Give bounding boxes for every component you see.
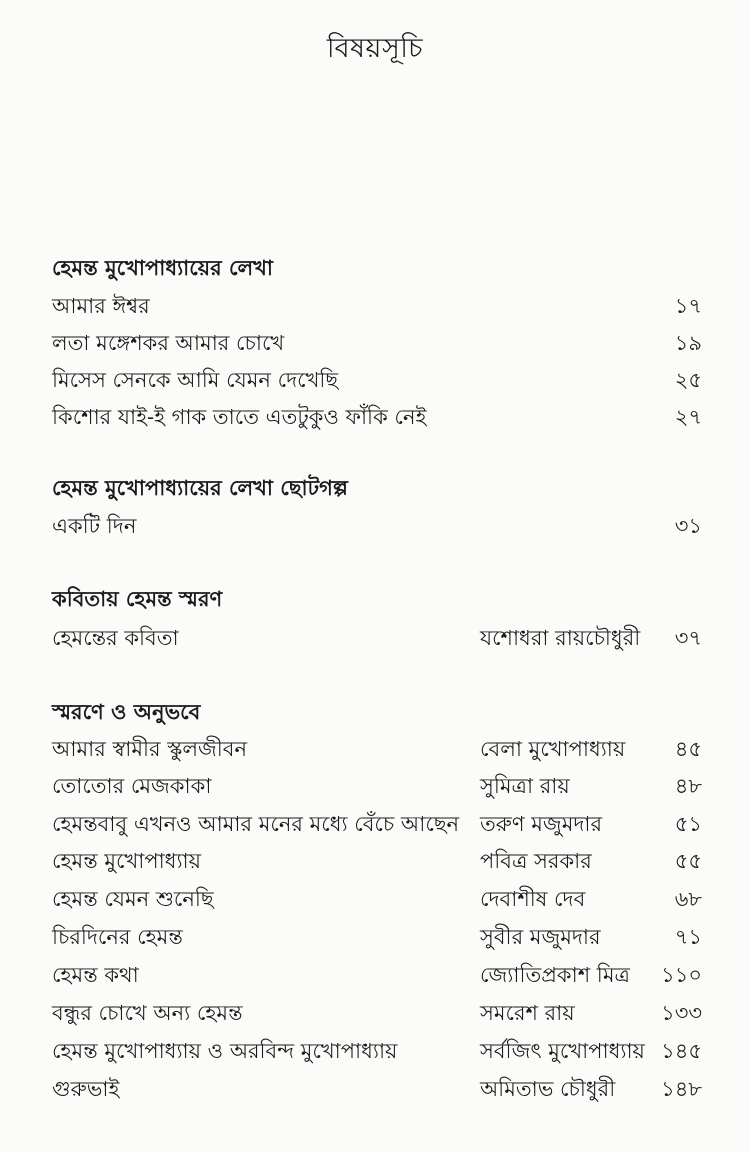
entry-page-number: ৩৭	[674, 626, 702, 650]
entry-author: সর্বজিৎ মুখোপাধ্যায়	[480, 1039, 645, 1063]
toc-entry	[52, 959, 702, 995]
entry-author: বেলা মুখোপাধ্যায়	[480, 737, 626, 761]
toc-entry	[52, 733, 702, 769]
entry-title: আমার ঈশ্বর	[52, 294, 150, 318]
entry-page-number: ১৭	[674, 294, 702, 318]
entry-author: পবিত্র সরকার	[480, 849, 592, 873]
entry-title: হেমন্তের কবিতা	[52, 626, 179, 650]
section-heading: হেমন্ত মুখোপাধ্যায়ের লেখা	[52, 255, 273, 280]
entry-title: আমার স্বামীর স্কুলজীবন	[52, 737, 248, 761]
entry-title: হেমন্ত মুখোপাধ্যায় ও অরবিন্দ মুখোপাধ্যায়	[52, 1039, 398, 1063]
toc-entry	[52, 290, 702, 326]
entry-page-number: ২৭	[674, 405, 702, 429]
toc-entry	[52, 622, 702, 658]
toc-entry	[52, 510, 702, 546]
section-heading: হেমন্ত মুখোপাধ্যায়ের লেখা ছোটগল্প	[52, 475, 348, 500]
entry-title: মিসেস সেনকে আমি যেমন দেখেছি	[52, 368, 339, 392]
entry-author: তরুণ মজুমদার	[480, 812, 603, 836]
entry-page-number: ৪৮	[674, 774, 702, 798]
entry-page-number: ৭১	[674, 925, 702, 949]
entry-author: জ্যোতিপ্রকাশ মিত্র	[480, 963, 630, 987]
entry-author: সুমিত্রা রায়	[480, 774, 570, 798]
entry-title: হেমন্ত কথা	[52, 963, 139, 987]
entry-author: দেবাশীষ দেব	[480, 887, 586, 911]
entry-title: হেমন্ত মুখোপাধ্যায়	[52, 849, 202, 873]
entry-title: হেমন্তবাবু এখনও আমার মনের মধ্যে বেঁচে আছেন	[52, 812, 460, 836]
entry-title: বন্ধুর চোখে অন্য হেমন্ত	[52, 1001, 243, 1025]
entry-author: যশোধরা রায়চৌধুরী	[480, 626, 641, 650]
toc-entry	[52, 364, 702, 400]
entry-page-number: ১৪৮	[661, 1077, 702, 1101]
entry-page-number: ১১০	[661, 963, 702, 987]
entry-title: কিশোর যাই-ই গাক তাতে এতটুকুও ফাঁকি নেই	[52, 405, 427, 429]
entry-author: সমরেশ রায়	[480, 1001, 575, 1025]
entry-title: একটি দিন	[52, 514, 137, 538]
toc-entry	[52, 401, 702, 437]
entry-title: তোতোর মেজকাকা	[52, 774, 212, 798]
toc-entry	[52, 1073, 702, 1109]
entry-page-number: ৬৮	[674, 887, 702, 911]
toc-entry	[52, 808, 702, 844]
entry-page-number: ২৫	[674, 368, 702, 392]
entry-title: লতা মঙ্গেশকর আমার চোখে	[52, 331, 285, 355]
entry-page-number: ৩১	[674, 514, 702, 538]
entry-author: সুবীর মজুমদার	[480, 925, 601, 949]
entry-title: হেমন্ত যেমন শুনেছি	[52, 887, 214, 911]
section-heading: স্মরণে ও অনুভবে	[52, 699, 201, 724]
entry-title: গুরুভাই	[52, 1077, 120, 1101]
entry-page-number: ১৯	[674, 331, 702, 355]
toc-entry	[52, 1035, 702, 1071]
toc-entry	[52, 883, 702, 919]
entry-page-number: ১৪৫	[661, 1039, 702, 1063]
toc-entry	[52, 845, 702, 881]
entry-page-number: ৫৫	[674, 849, 702, 873]
section-heading: কবিতায় হেমন্ত স্মরণ	[52, 586, 223, 611]
toc-entry	[52, 921, 702, 957]
toc-entry	[52, 997, 702, 1033]
entry-author: অমিতাভ চৌধুরী	[480, 1077, 616, 1101]
entry-title: চিরদিনের হেমন্ত	[52, 925, 183, 949]
entry-page-number: ১৩৩	[661, 1001, 702, 1025]
entry-page-number: ৫১	[674, 812, 702, 836]
toc-entry	[52, 327, 702, 363]
entry-page-number: ৪৫	[674, 737, 702, 761]
page-title: বিষয়সূচি	[326, 33, 424, 64]
toc-entry	[52, 770, 702, 806]
